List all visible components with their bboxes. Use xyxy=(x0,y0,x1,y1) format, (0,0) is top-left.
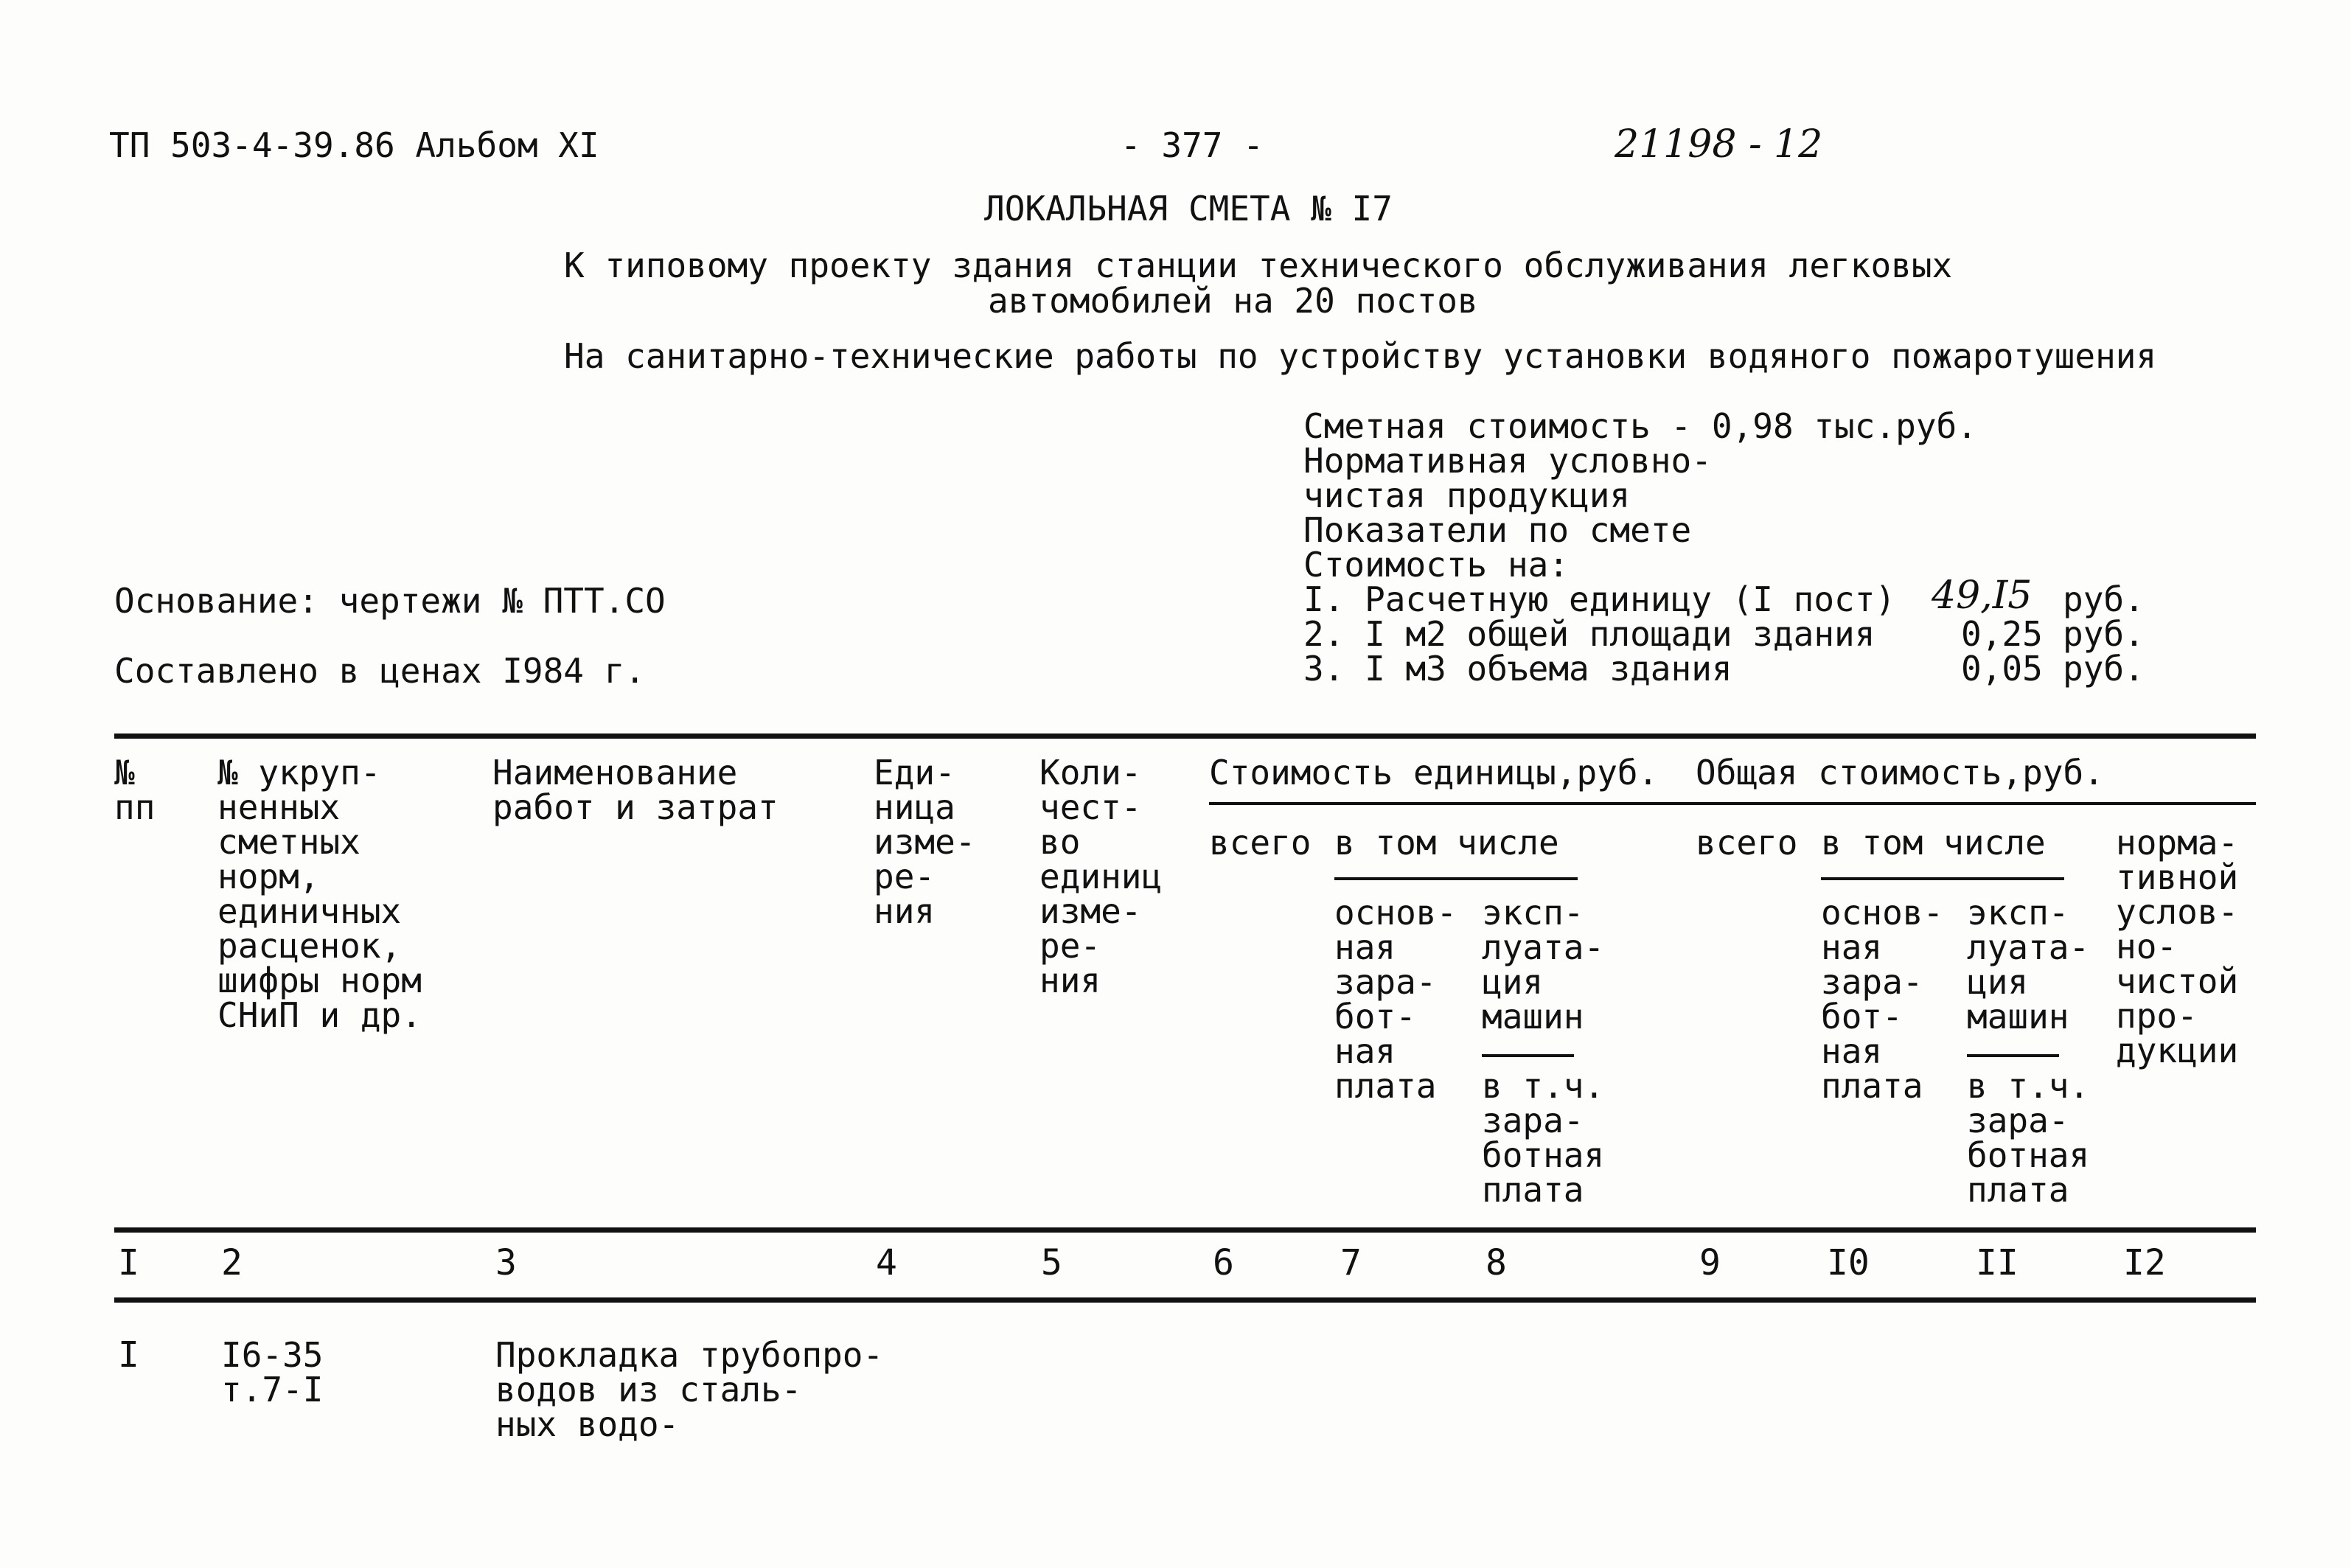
normative-line-1: Нормативная условно- xyxy=(1303,441,1712,481)
page-title: ЛОКАЛЬНАЯ СМЕТА № I7 xyxy=(984,189,1393,229)
group-header-total-cost: Общая стоимость,руб. xyxy=(1696,753,2104,792)
col-header-unit-incl-wage: в т.ч. зара- ботная плата xyxy=(1482,1066,1605,1210)
col-header-number: № пп xyxy=(114,753,156,827)
document-code: ТП 503-4-39.86 Альбом XI xyxy=(109,125,599,165)
col-number-3: 3 xyxy=(495,1242,517,1283)
incl-rule-total xyxy=(1821,877,2064,880)
indicator-unit-2: руб. xyxy=(2063,614,2145,654)
basis-line: Основание: чертежи № ПТТ.СО xyxy=(114,581,666,621)
indicator-label-1: I. Расчетную единицу (I пост) xyxy=(1303,579,1896,619)
row-1-name: Прокладка трубопро- водов из сталь- ных водо- xyxy=(495,1335,884,1444)
col-header-total: всего xyxy=(1696,823,1798,863)
col-header-unit: Еди- ница изме- ре- ния xyxy=(874,753,976,931)
col-header-unit-including: в том числе xyxy=(1334,823,1559,863)
col-number-6: 6 xyxy=(1213,1242,1234,1283)
indicator-unit-3: руб. xyxy=(2063,649,2145,689)
subject-line: На санитарно-технические работы по устройству установки водяного пожаротушения xyxy=(564,336,2157,376)
page-number: - 377 - xyxy=(1121,125,1264,165)
col-header-norm-code: № укруп- ненных сметных норм, единичных расценок, шифры норм СНиП и др. xyxy=(217,753,422,1035)
indicator-value-2: 0,25 xyxy=(1961,614,2043,654)
col-header-unit-machines: эксп- луата- ция машин xyxy=(1482,893,1605,1036)
row-1-number: I xyxy=(118,1334,139,1376)
col-number-12: I2 xyxy=(2123,1242,2166,1283)
group-header-unit-cost: Стоимость единицы,руб. xyxy=(1209,753,1659,792)
col-number-10: I0 xyxy=(1827,1242,1870,1283)
doc-number: 21198 - 12 xyxy=(1615,122,1823,167)
subtitle-line-2: автомобилей на 20 постов xyxy=(988,281,1478,321)
col-number-11: II xyxy=(1976,1242,2019,1283)
row-1-norm-code: I6-35 т.7-I xyxy=(221,1335,324,1410)
col-header-unit-total: всего xyxy=(1209,823,1312,863)
col-number-9: 9 xyxy=(1699,1242,1721,1283)
indicator-value-1: 49,I5 xyxy=(1932,574,2033,618)
subtitle-line-1: К типовому проекту здания станции технического обслуживания легковых xyxy=(564,245,1953,285)
group-rule-unit xyxy=(1209,802,2256,805)
estimated-cost: Сметная стоимость - 0,98 тыс.руб. xyxy=(1303,406,1977,446)
col-header-unit-basic-wage: основ- ная зара- бот- ная плата xyxy=(1334,893,1457,1106)
col-number-7: 7 xyxy=(1340,1242,1362,1283)
col-header-normative: норма- тивной услов- но- чистой про- дукции xyxy=(2116,823,2239,1070)
indicator-label-3: 3. I м3 объема здания xyxy=(1303,649,1732,689)
col-number-5: 5 xyxy=(1041,1242,1062,1283)
prices-line: Составлено в ценах I984 г. xyxy=(114,651,646,691)
indicator-label-2: 2. I м2 общей площади здания xyxy=(1303,614,1875,654)
col-number-8: 8 xyxy=(1486,1242,1507,1283)
col-number-4: 4 xyxy=(876,1242,897,1283)
col-number-2: 2 xyxy=(221,1242,243,1283)
col-header-name: Наименование работ и затрат xyxy=(492,753,779,827)
indicators-line: Показатели по смете xyxy=(1303,510,1692,550)
indicator-value-3: 0,05 xyxy=(1961,649,2043,689)
numbers-bottom-rule xyxy=(114,1297,2256,1303)
table-top-rule xyxy=(114,734,2256,739)
col-header-total-basic-wage: основ- ная зара- бот- ная плата xyxy=(1821,893,1944,1106)
cost-on-line: Стоимость на: xyxy=(1303,545,1570,585)
header-bottom-rule xyxy=(114,1227,2256,1233)
col-header-total-including: в том числе xyxy=(1821,823,2046,863)
col-header-total-incl-wage: в т.ч. зара- ботная плата xyxy=(1967,1066,2090,1210)
incl-rule-unit xyxy=(1334,877,1578,880)
col-header-total-machines: эксп- луата- ция машин xyxy=(1967,893,2090,1036)
col-number-1: I xyxy=(118,1242,139,1283)
machines-rule-unit xyxy=(1482,1054,1574,1057)
machines-rule-total xyxy=(1967,1054,2059,1057)
normative-line-2: чистая продукция xyxy=(1303,475,1631,515)
col-header-quantity: Коли- чест- во единиц изме- ре- ния xyxy=(1039,753,1163,1000)
indicator-unit-1: руб. xyxy=(2063,579,2145,619)
